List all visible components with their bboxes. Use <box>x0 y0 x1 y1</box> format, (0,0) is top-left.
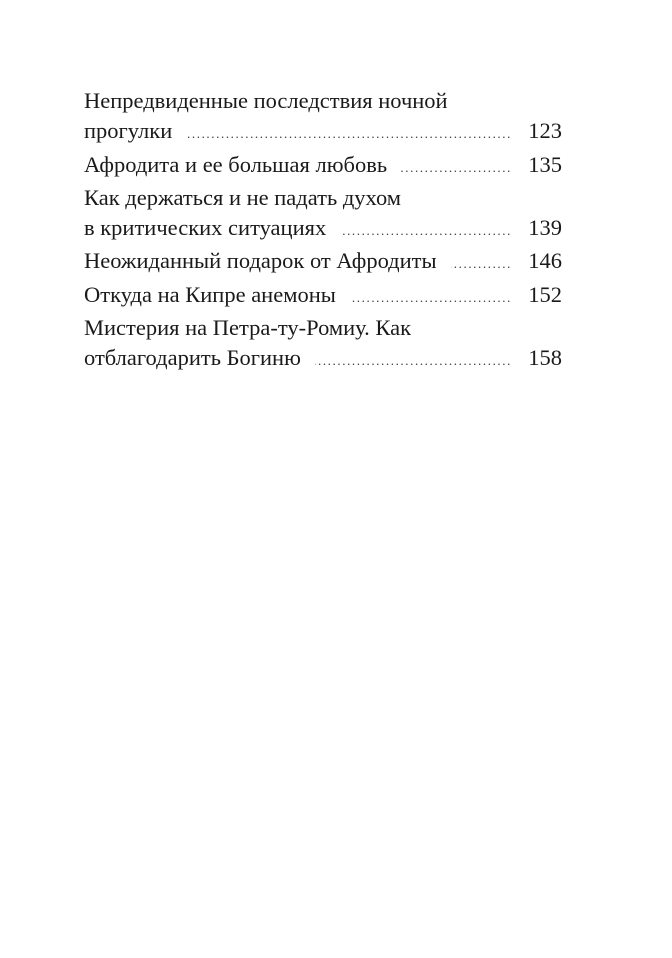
toc-entry-line <box>84 280 562 313</box>
toc-entry[interactable] <box>84 313 562 377</box>
toc-entry-title: в критических ситуациях <box>84 215 327 241</box>
dot-leader <box>401 153 512 183</box>
toc-entry[interactable] <box>84 150 562 183</box>
toc-entry-title: прогулки <box>84 118 173 144</box>
dot-leader <box>350 283 512 313</box>
page-number: 135 <box>528 151 562 177</box>
toc-entry-title: Откуда на Кипре анемоны <box>84 281 336 307</box>
toc-entry-line <box>84 150 562 183</box>
page-number: 139 <box>528 215 562 241</box>
toc-entry-line <box>84 116 562 149</box>
page-number: 146 <box>528 248 562 274</box>
toc-entry[interactable] <box>84 280 562 313</box>
toc-entry-title: Как держаться и не падать духом <box>84 184 402 210</box>
toc-entry-line <box>84 246 562 279</box>
toc-entry[interactable] <box>84 246 562 279</box>
toc-entry-line <box>84 213 562 246</box>
page-number: 123 <box>528 118 562 144</box>
toc-entry-title: Неожиданный подарок от Афродиты <box>84 248 437 274</box>
toc-entry-line <box>84 343 562 376</box>
toc-entry-title: Мистерия на Петра-ту-Ромиу. Как <box>84 315 412 341</box>
toc-entry-line <box>84 183 562 213</box>
dot-leader <box>340 216 512 246</box>
toc-entry-line <box>84 313 562 343</box>
toc-entry-title: Афродита и ее большая любовь <box>84 151 388 177</box>
toc-entry[interactable] <box>84 183 562 247</box>
page-number: 152 <box>528 281 562 307</box>
dot-leader <box>451 249 512 279</box>
dot-leader <box>315 346 512 376</box>
page-number: 158 <box>528 345 562 371</box>
toc-entry-line <box>84 86 562 116</box>
toc-entry-title: Непредвиденные последствия ночной <box>84 88 448 113</box>
toc-entry-title: отблагодарить Богиню <box>84 345 301 371</box>
toc-entry[interactable] <box>84 86 562 150</box>
dot-leader <box>186 119 512 149</box>
table-of-contents <box>84 86 562 377</box>
